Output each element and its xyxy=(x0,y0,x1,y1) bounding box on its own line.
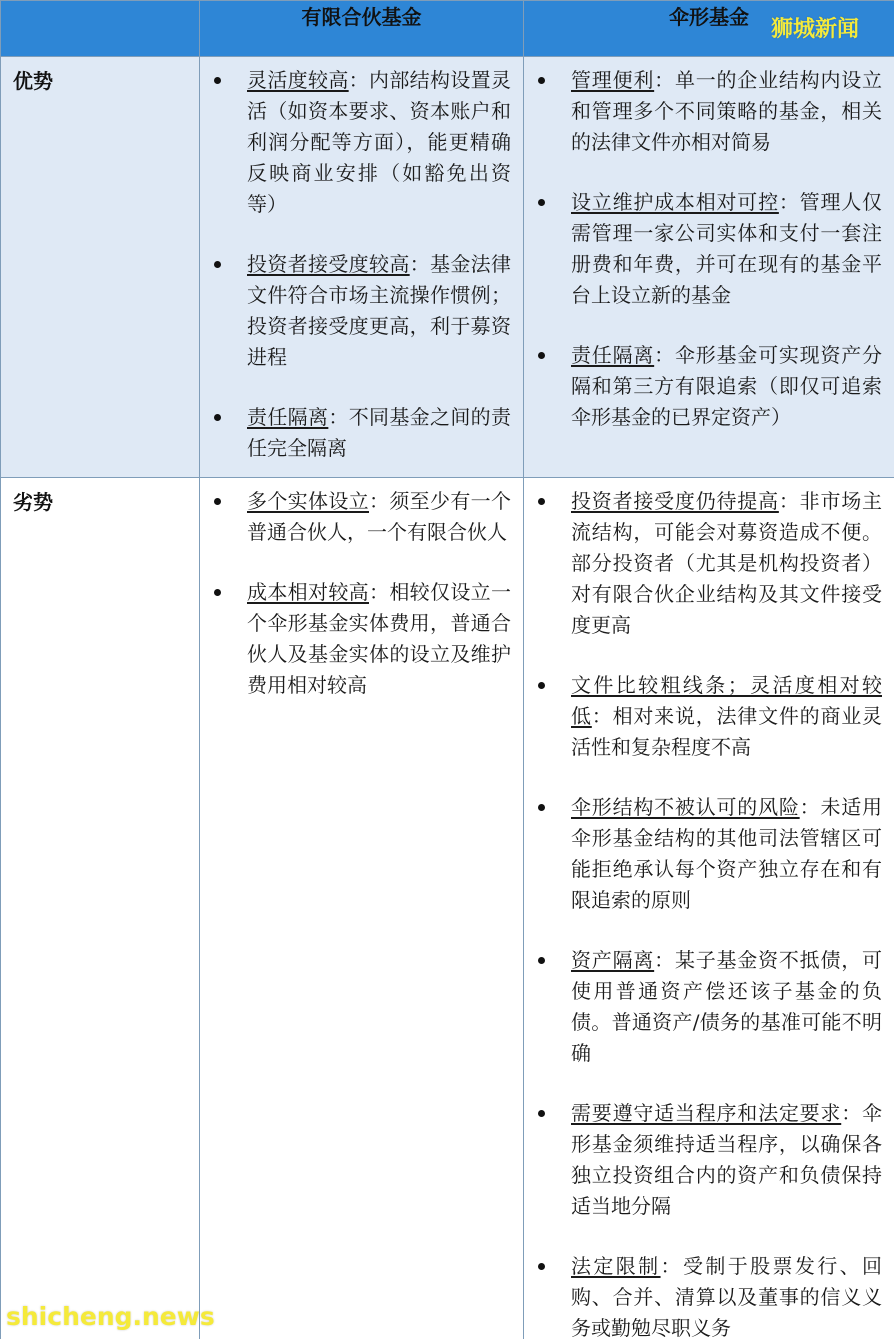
bullet-dot-icon xyxy=(214,414,221,421)
disadvantages-umbrella-cell xyxy=(524,478,894,1339)
bullet-dot-icon xyxy=(538,1110,545,1117)
bullet-item xyxy=(200,65,523,220)
row-label-disadvantages: 劣势 xyxy=(1,478,200,1339)
bullet-term: 法定限制 xyxy=(571,1254,661,1278)
bullet-separator: ： xyxy=(369,489,390,513)
bullet-item xyxy=(524,945,894,1069)
bullet-text: 某子基金资不抵债，可使用普通资产偿还该子基金的负债。普通资产/债务的基准可能不明确 xyxy=(571,948,883,1065)
bullet-term: 需要遵守适当程序和法定要求 xyxy=(571,1101,842,1125)
bullet-item xyxy=(200,249,523,373)
bullet-dot-icon xyxy=(538,498,545,505)
bullet-item xyxy=(524,187,894,311)
bullet-term: 伞形结构不被认可的风险 xyxy=(571,795,800,819)
advantages-row xyxy=(1,57,894,478)
bullet-text: 须至少有一个普通合伙人，一个有限合伙人 xyxy=(247,489,512,544)
bullet-separator: ： xyxy=(654,343,675,367)
bullet-text: 受制于股票发行、回购、合并、清算以及董事的信义义务或勤勉尽职义务 xyxy=(571,1254,883,1339)
bullet-text: 相对来说，法律文件的商业灵活性和复杂程度不高 xyxy=(571,704,883,759)
bullet-dot-icon xyxy=(538,957,545,964)
advantages-lp-cell xyxy=(200,57,524,478)
bullet-text: 管理人仅需管理一家公司实体和支付一套注册费和年费，并可在现有的基金平台上设立新的基金 xyxy=(571,190,883,307)
bullet-text: 相较仅设立一个伞形基金实体费用，普通合伙人及基金实体的设立及维护费用相对较高 xyxy=(247,580,512,697)
row-label-advantages: 优势 xyxy=(1,57,200,478)
bullet-separator: ： xyxy=(778,489,800,513)
bullet-term: 灵活度较高 xyxy=(247,68,349,92)
bullet-term: 设立维护成本相对可控 xyxy=(571,190,779,214)
bullet-item xyxy=(524,1251,894,1339)
bullet-item xyxy=(524,340,894,433)
bullet-separator: ： xyxy=(841,1101,863,1125)
disadvantages-lp-list xyxy=(200,478,523,701)
bullet-dot-icon xyxy=(214,498,221,505)
bullet-separator: ： xyxy=(799,795,821,819)
bullet-separator: ： xyxy=(654,68,675,92)
bullet-separator: ： xyxy=(591,704,613,728)
bullet-term: 责任隔离 xyxy=(571,343,655,367)
bullet-dot-icon xyxy=(538,682,545,689)
bullet-term: 投资者接受度较高 xyxy=(247,252,410,276)
bullet-term: 文件比较粗线条；灵活度相对较低 xyxy=(571,673,882,728)
bullet-text: 非市场主流结构，可能会对募资造成不便。部分投资者（尤其是机构投资者）对有限合伙企业结构及其文件接受度更高 xyxy=(571,489,883,637)
disadvantages-lp-cell xyxy=(200,478,524,1339)
bullet-item xyxy=(524,65,894,158)
bullet-dot-icon xyxy=(538,1263,545,1270)
bullet-item xyxy=(200,486,523,548)
header-row xyxy=(1,1,894,57)
bullet-item xyxy=(524,670,894,763)
advantages-umbrella-list xyxy=(524,57,894,433)
bullet-dot-icon xyxy=(214,261,221,268)
bullet-item xyxy=(200,577,523,701)
bullet-separator: ： xyxy=(660,1254,683,1278)
bullet-text: 内部结构设置灵活（如资本要求、资本账户和利润分配等方面），能更精确反映商业安排（如豁免出资等） xyxy=(247,68,512,216)
bullet-dot-icon xyxy=(214,589,221,596)
bullet-text: 单一的企业结构内设立和管理多个不同策略的基金，相关的法律文件亦相对简易 xyxy=(571,68,883,154)
bullet-dot-icon xyxy=(538,352,545,359)
bullet-item xyxy=(524,486,894,641)
bullet-dot-icon xyxy=(538,199,545,206)
bullet-term: 成本相对较高 xyxy=(247,580,369,604)
advantages-lp-list xyxy=(200,57,523,464)
bullet-separator: ： xyxy=(654,948,675,972)
bullet-term: 管理便利 xyxy=(571,68,655,92)
bullet-separator: ： xyxy=(778,190,800,214)
header-lp-fund: 有限合伙基金 xyxy=(200,1,524,57)
bullet-term: 资产隔离 xyxy=(571,948,655,972)
bullet-dot-icon xyxy=(538,77,545,84)
bullet-item xyxy=(524,792,894,916)
bullet-dot-icon xyxy=(214,77,221,84)
watermark-top: 狮城新闻 xyxy=(771,17,860,42)
bullet-separator: ： xyxy=(348,68,370,92)
bullet-item xyxy=(200,402,523,464)
bullet-term: 投资者接受度仍待提高 xyxy=(571,489,779,513)
bullet-dot-icon xyxy=(538,804,545,811)
bullet-term: 责任隔离 xyxy=(247,405,329,429)
header-corner-cell xyxy=(1,1,200,57)
bullet-separator: ： xyxy=(409,252,431,276)
watermark-bottom: shicheng.news xyxy=(6,1302,215,1331)
bullet-term: 多个实体设立 xyxy=(247,489,369,513)
advantages-umbrella-cell xyxy=(524,57,894,478)
bullet-text: 伞形基金须维持适当程序，以确保各独立投资组合内的资产和负债保持适当地分隔 xyxy=(571,1101,883,1218)
bullet-text: 不同基金之间的责任完全隔离 xyxy=(247,405,512,460)
bullet-text: 伞形基金可实现资产分隔和第三方有限追索（即仅可追索伞形基金的已界定资产） xyxy=(571,343,883,429)
bullet-text: 未适用伞形基金结构的其他司法管辖区可能拒绝承认每个资产独立存在和有限追索的原则 xyxy=(571,795,883,912)
bullet-separator: ： xyxy=(328,405,349,429)
header-umbrella-fund: 伞形基金 xyxy=(524,1,894,57)
disadvantages-row xyxy=(1,478,894,1339)
bullet-item xyxy=(524,1098,894,1222)
bullet-text: 基金法律文件符合市场主流操作惯例；投资者接受度更高，利于募资进程 xyxy=(247,252,512,369)
bullet-separator: ： xyxy=(369,580,390,604)
disadvantages-umbrella-list xyxy=(524,478,894,1339)
